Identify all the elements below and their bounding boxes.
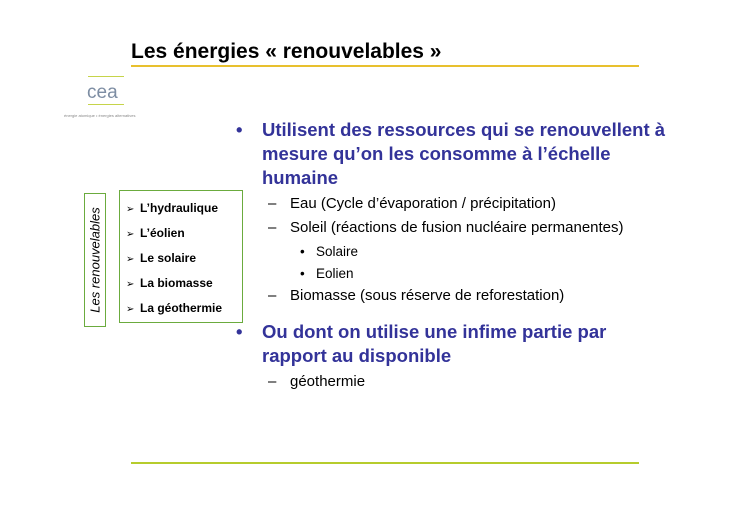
list-item-label: La géothermie	[140, 301, 223, 315]
dash-icon: –	[268, 219, 277, 236]
bullet-text: Utilisent des ressources qui se renouvellent à mesure qu’on les consomme à l’échelle humaine	[262, 119, 666, 188]
sub-bullet-geothermie	[236, 372, 676, 392]
logo-rule-top	[88, 76, 124, 77]
bullet-renewable-resources	[236, 118, 676, 190]
list-item	[126, 226, 242, 251]
bullet-icon: •	[300, 244, 305, 259]
sub-bullet-eau	[236, 194, 676, 214]
logo-tagline: énergie atomique • énergies alternatives	[64, 113, 136, 118]
sub-bullet-text: Biomasse (sous réserve de reforestation)	[290, 287, 565, 304]
sub-sub-bullet-eolien	[236, 265, 676, 282]
dash-icon: –	[268, 287, 277, 304]
renewables-list-box	[119, 190, 243, 323]
sub-sub-bullet-solaire	[236, 243, 676, 260]
sub-bullet-text: Soleil (réactions de fusion nucléaire permanentes)	[290, 219, 624, 236]
bullet-text: Ou dont on utilise une infime partie par rapport au disponible	[262, 321, 607, 366]
bullet-icon: •	[236, 119, 243, 140]
arrow-bullet-icon: ➢	[126, 304, 135, 315]
arrow-bullet-icon: ➢	[126, 279, 135, 290]
bullet-icon: •	[236, 321, 243, 342]
sub-sub-bullet-text: Solaire	[316, 244, 359, 259]
spacer	[236, 306, 676, 320]
slide-title: Les énergies « renouvelables »	[131, 40, 442, 63]
list-item-label: Le solaire	[140, 251, 197, 265]
arrow-bullet-icon: ➢	[126, 204, 135, 215]
renewables-list	[120, 191, 242, 326]
arrow-bullet-icon: ➢	[126, 229, 135, 240]
list-item	[126, 251, 242, 276]
arrow-bullet-icon: ➢	[126, 254, 135, 265]
bullet-infime-partie	[236, 320, 676, 368]
sub-bullet-soleil	[236, 218, 676, 238]
cea-logo	[64, 76, 136, 124]
list-item-label: La biomasse	[140, 276, 213, 290]
list-item	[126, 301, 242, 326]
sub-bullet-text: Eau (Cycle d’évaporation / précipitation)	[290, 195, 556, 212]
sub-bullet-text: géothermie	[290, 373, 366, 390]
dash-icon: –	[268, 195, 277, 212]
cea-logo-icon	[86, 82, 124, 102]
logo-text: cea	[87, 82, 118, 102]
sub-bullet-biomasse	[236, 286, 676, 306]
renewables-vertical-label: Les renouvelables	[87, 207, 103, 313]
title-divider	[131, 65, 639, 67]
bottom-divider	[131, 462, 639, 464]
list-item-label: L’éolien	[140, 226, 185, 240]
logo-rule-bottom	[88, 104, 124, 105]
dash-icon: –	[268, 373, 277, 390]
bullet-icon: •	[300, 266, 305, 281]
main-content	[236, 118, 676, 392]
renewables-label-box	[84, 193, 106, 327]
list-item	[126, 201, 242, 226]
list-item	[126, 276, 242, 301]
list-item-label: L’hydraulique	[140, 201, 219, 215]
sub-sub-bullet-text: Eolien	[316, 266, 354, 281]
